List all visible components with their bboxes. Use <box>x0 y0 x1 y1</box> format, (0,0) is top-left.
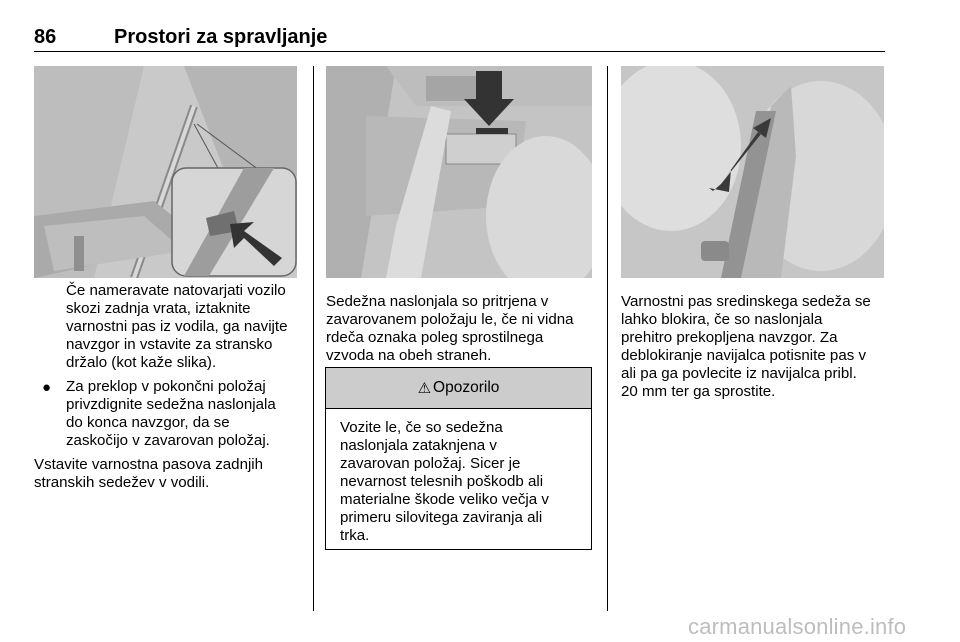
figure-seatback-lever <box>326 66 592 278</box>
text-line: zaskočijo v zavarovan položaj. <box>66 432 270 449</box>
paragraph-insert-belts <box>34 456 263 492</box>
text-line: lahko blokira, če so naslonjala <box>621 311 823 328</box>
text-line: Varnostni pas sredinskega sedeža se <box>621 293 871 310</box>
text-line: stranskih sedežev v vodili. <box>34 474 210 491</box>
page-header <box>34 26 885 52</box>
text-line: varnostni pas iz vodila, ga navijte <box>66 318 288 335</box>
warning-title: Opozorilo <box>433 379 500 396</box>
chapter-title: Prostori za spravljanje <box>114 26 328 48</box>
warning-box <box>325 367 592 550</box>
warning-triangle-icon: ⚠ <box>417 380 432 397</box>
text-line: naslonjala zataknjena v <box>340 437 497 454</box>
text-line: skozi zadnja vrata, iztaknite <box>66 300 251 317</box>
text-line: zavarovan položaj. Sicer je <box>340 455 521 472</box>
text-line: Vstavite varnostna pasova zadnjih <box>34 456 264 473</box>
text-line: zavarovanem položaju le, če ni vidna <box>326 311 574 328</box>
text-line: držalo (kot kaže slika). <box>66 354 217 371</box>
text-line: rdeča oznaka poleg sprostilnega <box>326 329 544 346</box>
figure-center-seatbelt <box>621 66 884 278</box>
text-line: nevarnost telesnih poškodb ali <box>340 473 544 490</box>
text-line: ali pa ga povlecite iz navijalca pribl. <box>621 365 857 382</box>
text-line: deblokiranje navijalca potisnite pas v <box>621 347 867 364</box>
paragraph-loading-instructions <box>66 282 288 372</box>
bullet-marker: ● <box>42 379 52 396</box>
warning-header <box>326 368 591 409</box>
figure-seatbelt-guide <box>34 66 297 278</box>
column-divider <box>313 66 314 611</box>
text-line: materialne škode veliko večja v <box>340 491 549 508</box>
text-line: 20 mm ter ga sprostite. <box>621 383 776 400</box>
page-number: 86 <box>34 26 57 48</box>
text-line: Za preklop v pokončni položaj <box>66 378 266 395</box>
text-line: vzvoda na obeh straneh. <box>326 347 492 364</box>
text-line: Sedežna naslonjala so pritrjena v <box>326 293 549 310</box>
text-line: privzdignite sedežna naslonjala <box>66 396 276 413</box>
text-line: Če nameravate natovarjati vozilo <box>66 282 286 299</box>
paragraph-seatback-locked <box>326 293 574 365</box>
bullet-item-upright-position <box>66 378 276 450</box>
watermark: carmanualsonline.info <box>688 614 907 639</box>
text-line: Vozite le, če so sedežna <box>340 419 503 436</box>
warning-body <box>326 409 591 545</box>
paragraph-center-belt-blocking <box>621 293 871 401</box>
text-line: navzgor in vstavite za stransko <box>66 336 273 353</box>
text-line: primeru silovitega zaviranja ali <box>340 509 543 526</box>
text-line: do konca navzgor, da se <box>66 414 230 431</box>
text-line: trka. <box>340 527 370 544</box>
column-divider <box>607 66 608 611</box>
text-line: prehitro prekopljena navzgor. Za <box>621 329 838 346</box>
